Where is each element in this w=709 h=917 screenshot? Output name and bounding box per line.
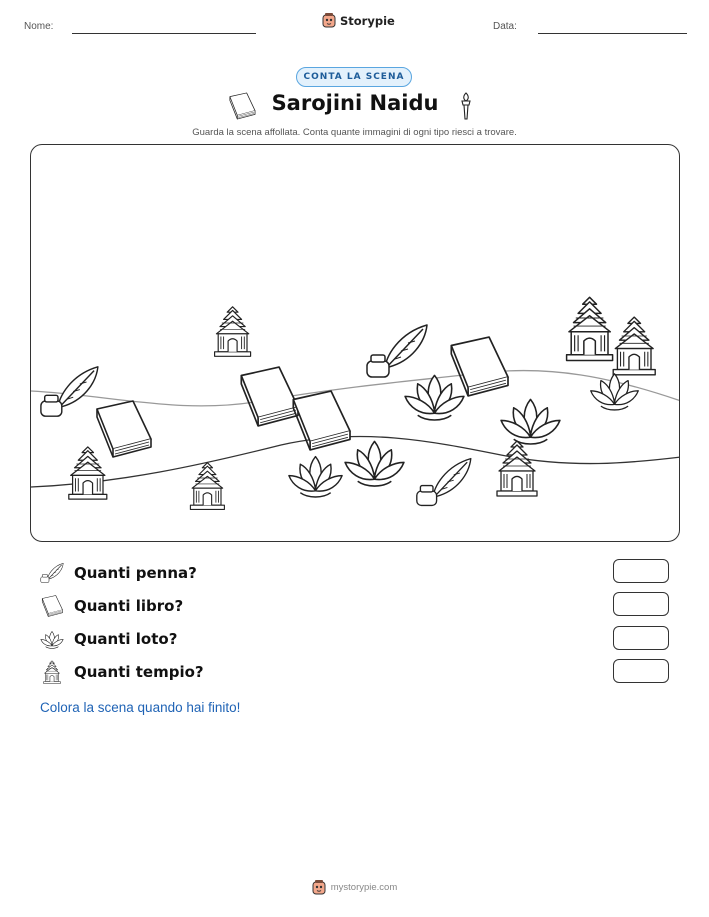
question-lotus	[40, 626, 177, 652]
book-icon	[241, 367, 298, 426]
mascot-icon	[312, 880, 326, 895]
mascot-icon	[322, 13, 336, 28]
quill-pen-icon	[417, 459, 471, 506]
quill-pen-icon	[367, 325, 427, 377]
answer-box-pen[interactable]	[613, 559, 669, 583]
date-field-line[interactable]	[538, 33, 687, 34]
question-text: Quanti penna?	[74, 564, 197, 582]
back-hill-line	[31, 371, 680, 406]
counting-scene	[30, 144, 680, 542]
temple-icon	[497, 441, 537, 496]
lotus-icon	[591, 374, 639, 410]
lotus-icon	[289, 457, 342, 497]
temple-icon	[215, 307, 251, 357]
question-pen	[40, 560, 197, 586]
book-icon	[40, 594, 64, 618]
name-field-line[interactable]	[72, 33, 256, 34]
question-text: Quanti libro?	[74, 597, 184, 615]
answer-box-temple[interactable]	[613, 659, 669, 683]
lotus-icon	[40, 627, 64, 651]
temple-icon	[567, 297, 613, 360]
lotus-icon	[405, 375, 464, 420]
temple-icon	[190, 463, 224, 510]
answer-box-lotus[interactable]	[613, 626, 669, 650]
lotus-icon	[345, 441, 404, 486]
book-icon	[97, 401, 151, 457]
temple-icon	[69, 447, 107, 499]
site-url[interactable]: mystorypie.com	[330, 882, 398, 893]
name-label: Nome:	[24, 21, 54, 32]
question-text: Quanti loto?	[74, 630, 178, 648]
coloring-instruction: Colora la scena quando hai finito!	[40, 700, 241, 715]
question-book	[40, 593, 183, 619]
temple-icon	[613, 317, 655, 375]
book-icon	[451, 337, 508, 396]
quill-pen-icon	[41, 367, 98, 416]
instructions: Guarda la scena affollata. Conta quante immagini di ogni tipo riesci a trovare.	[192, 127, 517, 138]
lotus-icon	[501, 399, 560, 444]
page-title: Sarojini Naidu	[271, 91, 439, 115]
question-temple	[40, 659, 204, 685]
brand-name: Storypie	[340, 13, 395, 28]
activity-badge: CONTA LA SCENA	[296, 67, 412, 87]
question-text: Quanti tempio?	[74, 663, 204, 681]
quill-pen-icon	[40, 561, 64, 585]
site-footer	[0, 880, 709, 895]
scene-illustration	[31, 145, 680, 542]
date-label: Data:	[493, 21, 517, 32]
answer-box-book[interactable]	[613, 592, 669, 616]
brand-logo	[322, 13, 395, 28]
temple-icon	[40, 660, 64, 684]
torch-icon	[458, 91, 474, 121]
